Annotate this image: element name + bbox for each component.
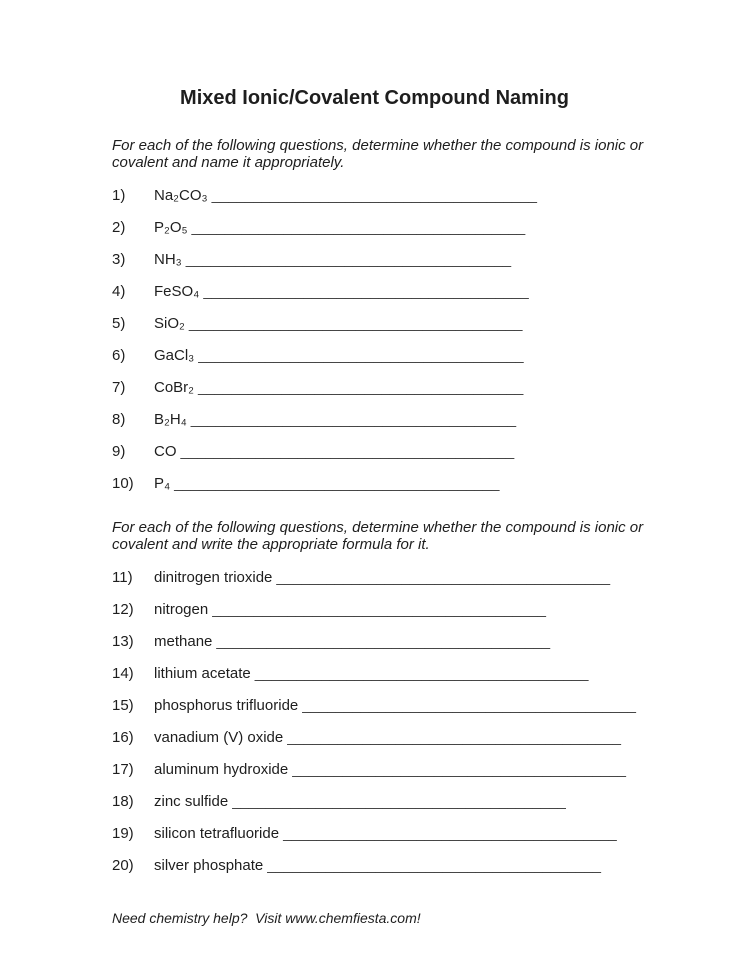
- compound-name: dinitrogen trioxide: [154, 569, 273, 586]
- question-number: 4): [112, 283, 126, 300]
- answer-blank: ________________________________________: [254, 665, 589, 682]
- page-title: Mixed Ionic/Covalent Compound Naming: [180, 87, 569, 109]
- compound-name: methane: [154, 633, 213, 650]
- answer-blank: _______________________________________: [198, 379, 524, 396]
- question-number: 14): [112, 665, 134, 682]
- compound-name: vanadium (V) oxide: [154, 729, 284, 746]
- question-number: 13): [112, 633, 134, 650]
- compound-name: zinc sulfide: [154, 793, 229, 810]
- question-number: 19): [112, 825, 134, 842]
- question-number: 5): [112, 315, 126, 332]
- compound-formula: GaCl₃: [154, 347, 195, 364]
- question-row: [112, 729, 749, 746]
- compound-formula: Na₂CO₃: [154, 187, 208, 204]
- question-row: [112, 825, 749, 842]
- compound-formula: NH₃: [154, 251, 182, 268]
- question-row: [112, 569, 749, 586]
- answer-blank: ________________________________________: [216, 633, 551, 650]
- question-row: [112, 633, 749, 650]
- question-number: 15): [112, 697, 134, 714]
- question-row: [112, 475, 749, 492]
- answer-blank: ________________________________________: [292, 761, 626, 778]
- question-row: [112, 411, 749, 428]
- question-row: [112, 379, 749, 396]
- answer-blank: _______________________________________: [174, 475, 500, 492]
- question-row: [112, 761, 749, 778]
- answer-blank: _______________________________________: [185, 251, 512, 268]
- question-row: [112, 315, 749, 332]
- question-number: 11): [112, 569, 133, 586]
- question-row: [112, 347, 749, 364]
- question-number: 8): [112, 411, 126, 428]
- answer-blank: ________________________________________: [232, 793, 566, 810]
- naming-question-list: [112, 187, 749, 492]
- question-number: 10): [112, 475, 134, 492]
- question-number: 12): [112, 601, 134, 618]
- answer-blank: ________________________________________: [267, 857, 601, 874]
- footer-note: Need chemistry help? Visit www.chemfiesta.com!: [112, 910, 421, 926]
- answer-blank: _______________________________________: [203, 283, 529, 300]
- answer-blank: ________________________________________: [212, 601, 546, 618]
- question-row: [112, 443, 749, 460]
- answer-blank: ________________________________________: [287, 729, 621, 746]
- question-number: 18): [112, 793, 134, 810]
- compound-formula: P₂O₅: [154, 219, 188, 236]
- answer-blank: ________________________________________: [180, 443, 515, 460]
- question-number: 20): [112, 857, 134, 874]
- question-row: [112, 665, 749, 682]
- question-row: [112, 793, 749, 810]
- compound-formula: FeSO₄: [154, 283, 200, 300]
- question-number: 17): [112, 761, 134, 778]
- compound-name: silicon tetrafluoride: [154, 825, 280, 842]
- answer-blank: _______________________________________: [211, 187, 537, 204]
- compound-formula: CoBr₂: [154, 379, 194, 396]
- compound-name: lithium acetate: [154, 665, 251, 682]
- question-row: [112, 251, 749, 268]
- question-number: 6): [112, 347, 126, 364]
- answer-blank: _______________________________________: [190, 411, 517, 428]
- question-number: 3): [112, 251, 126, 268]
- question-row: [112, 697, 749, 714]
- question-number: 9): [112, 443, 126, 460]
- question-row: [112, 857, 749, 874]
- section2-instructions: For each of the following questions, determine whether the compound is ionic or covalent and write the appropriate formula for it.: [112, 519, 644, 553]
- answer-blank: _______________________________________: [198, 347, 524, 364]
- question-row: [112, 219, 749, 236]
- compound-name: aluminum hydroxide: [154, 761, 289, 778]
- question-row: [112, 283, 749, 300]
- question-number: 1): [112, 187, 126, 204]
- answer-blank: ________________________________________: [188, 315, 523, 332]
- compound-formula: B₂H₄: [154, 411, 187, 428]
- compound-name: phosphorus trifluoride: [154, 697, 299, 714]
- answer-blank: ________________________________________: [283, 825, 617, 842]
- question-row: [112, 187, 749, 204]
- compound-formula: P₄: [154, 475, 171, 492]
- compound-formula: CO: [154, 443, 177, 460]
- compound-formula: SiO₂: [154, 315, 185, 332]
- question-row: [112, 601, 749, 618]
- answer-blank: ________________________________________: [276, 569, 611, 586]
- answer-blank: ________________________________________: [191, 219, 526, 236]
- formula-question-list: [112, 569, 749, 874]
- question-number: 2): [112, 219, 126, 236]
- question-number: 16): [112, 729, 134, 746]
- answer-blank: ________________________________________: [302, 697, 636, 714]
- question-number: 7): [112, 379, 126, 396]
- compound-name: silver phosphate: [154, 857, 264, 874]
- section1-instructions: For each of the following questions, determine whether the compound is ionic or covalent and name it appropriately.: [112, 137, 644, 171]
- compound-name: nitrogen: [154, 601, 209, 618]
